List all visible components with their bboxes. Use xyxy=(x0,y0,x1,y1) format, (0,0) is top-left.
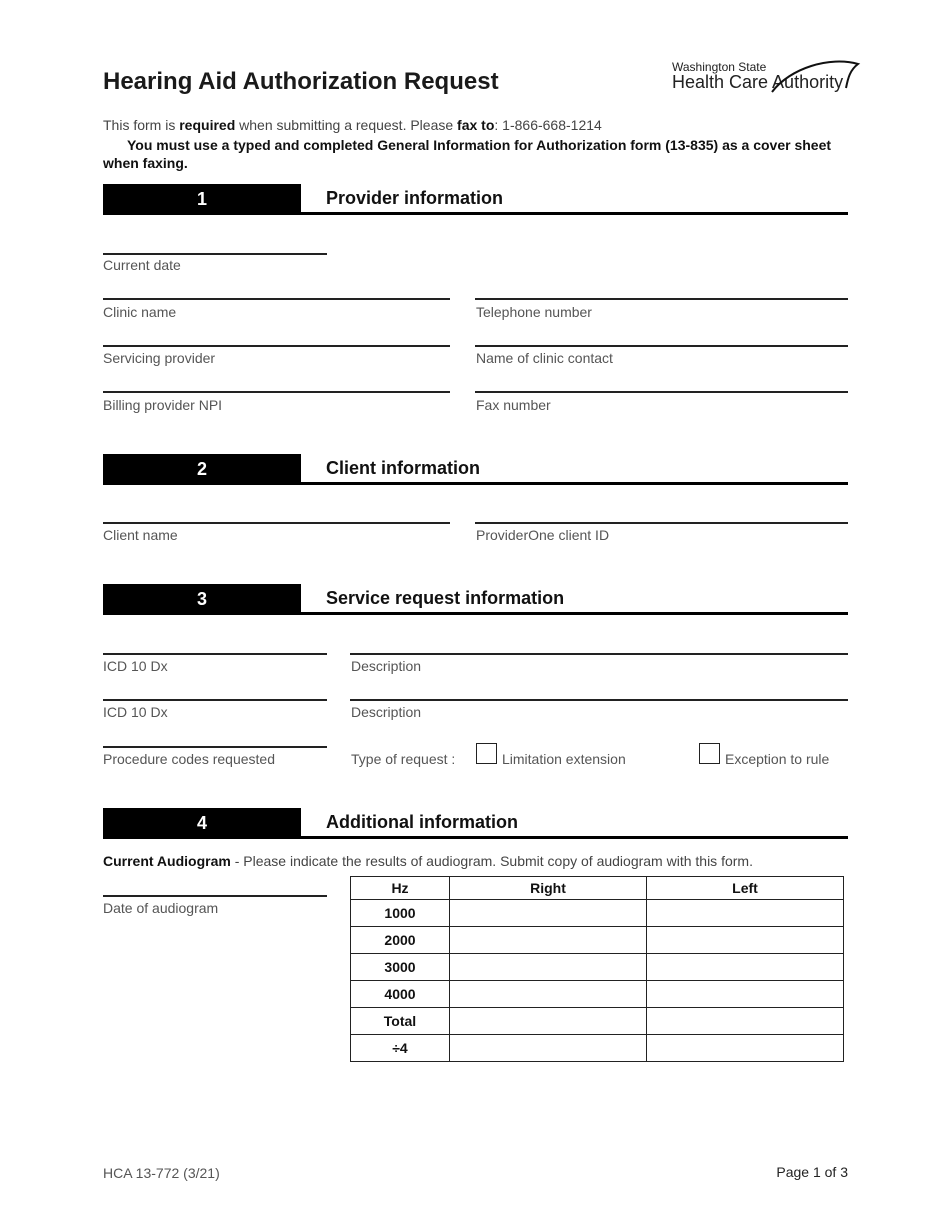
hz-header: Hz xyxy=(351,877,450,900)
date-of-audiogram-label: Date of audiogram xyxy=(103,900,219,916)
current-date-label: Current date xyxy=(103,257,181,273)
servicing-provider-label: Servicing provider xyxy=(103,350,216,366)
description-2-field[interactable] xyxy=(350,699,848,701)
page-number: Page 1 of 3 xyxy=(776,1164,848,1180)
limitation-extension-checkbox[interactable] xyxy=(476,743,497,764)
hz-cell: 1000 xyxy=(351,900,450,927)
date-of-audiogram-field[interactable] xyxy=(103,895,327,897)
left-cell[interactable] xyxy=(647,1035,844,1062)
cover-sheet-note: You must use a typed and completed General Information for Authorization form (13-835) as a cover sheet when faxing. xyxy=(103,137,832,171)
hz-cell: 3000 xyxy=(351,954,450,981)
icd-1-label: ICD 10 Dx xyxy=(103,658,168,674)
left-cell[interactable] xyxy=(647,981,844,1008)
form-id: HCA 13-772 (3/21) xyxy=(103,1165,220,1181)
left-cell[interactable] xyxy=(647,927,844,954)
exception-to-rule-label: Exception to rule xyxy=(725,751,830,767)
audiogram-instructions: Current Audiogram - Please indicate the results of audiogram. Submit copy of audiogram with this form. xyxy=(103,853,753,869)
table-row xyxy=(351,1035,844,1062)
left-header: Left xyxy=(647,877,844,900)
section-4-number: 4 xyxy=(103,808,301,838)
description-1-field[interactable] xyxy=(350,653,848,655)
left-cell[interactable] xyxy=(647,900,844,927)
clinic-contact-field[interactable] xyxy=(475,345,848,347)
icd-2-label: ICD 10 Dx xyxy=(103,704,168,720)
description-1-label: Description xyxy=(351,658,422,674)
page-title: Hearing Aid Authorization Request xyxy=(103,68,499,95)
table-row xyxy=(351,900,844,927)
right-cell[interactable] xyxy=(450,1035,647,1062)
hz-cell: ÷4 xyxy=(351,1035,450,1062)
intro-text: This form is required when submitting a request. Please fax to: 1-866-668-1214 xyxy=(103,117,602,133)
logo-line-2: Health Care Authority xyxy=(672,72,844,92)
section-4-title: Additional information xyxy=(326,812,518,832)
client-name-field[interactable] xyxy=(103,522,450,524)
servicing-provider-field[interactable] xyxy=(103,345,450,347)
logo-line-1: Washington State xyxy=(672,60,767,74)
client-name-label: Client name xyxy=(103,527,178,543)
section-1-title: Provider information xyxy=(326,188,504,208)
right-cell[interactable] xyxy=(450,900,647,927)
right-header: Right xyxy=(450,877,647,900)
table-row xyxy=(351,954,844,981)
section-2-title: Client information xyxy=(326,458,480,478)
section-4-rule xyxy=(103,836,848,839)
current-date-field[interactable] xyxy=(103,253,327,255)
section-1-number: 1 xyxy=(103,184,301,214)
exception-to-rule-checkbox[interactable] xyxy=(699,743,720,764)
audiogram-table xyxy=(350,876,844,1062)
procedure-codes-label: Procedure codes requested xyxy=(103,751,275,767)
billing-npi-label: Billing provider NPI xyxy=(103,397,223,413)
icd-2-field[interactable] xyxy=(103,699,327,701)
table-row xyxy=(351,927,844,954)
icd-1-field[interactable] xyxy=(103,653,327,655)
left-cell[interactable] xyxy=(647,954,844,981)
client-id-field[interactable] xyxy=(475,522,848,524)
type-of-request-label: Type of request : xyxy=(351,751,456,767)
procedure-codes-field[interactable] xyxy=(103,746,327,748)
clinic-contact-label: Name of clinic contact xyxy=(476,350,613,366)
hz-cell: Total xyxy=(351,1008,450,1035)
hz-cell: 4000 xyxy=(351,981,450,1008)
section-3-rule xyxy=(103,612,848,615)
section-3-title: Service request information xyxy=(326,588,565,608)
table-row xyxy=(351,981,844,1008)
fax-number-field[interactable] xyxy=(475,391,848,393)
section-3-number: 3 xyxy=(103,584,301,614)
telephone-number-label: Telephone number xyxy=(476,304,592,320)
clinic-name-label: Clinic name xyxy=(103,304,177,320)
hz-cell: 2000 xyxy=(351,927,450,954)
section-2-number: 2 xyxy=(103,454,301,484)
table-header-row xyxy=(351,877,844,900)
fax-number-label: Fax number xyxy=(476,397,551,413)
limitation-extension-label: Limitation extension xyxy=(502,751,626,767)
section-1-rule xyxy=(103,212,848,215)
billing-npi-field[interactable] xyxy=(103,391,450,393)
table-row xyxy=(351,1008,844,1035)
client-id-label: ProviderOne client ID xyxy=(476,527,610,543)
right-cell[interactable] xyxy=(450,1008,647,1035)
description-2-label: Description xyxy=(351,704,422,720)
telephone-number-field[interactable] xyxy=(475,298,848,300)
logo-swoosh-icon xyxy=(770,58,862,94)
right-cell[interactable] xyxy=(450,981,647,1008)
left-cell[interactable] xyxy=(647,1008,844,1035)
clinic-name-field[interactable] xyxy=(103,298,450,300)
right-cell[interactable] xyxy=(450,954,647,981)
right-cell[interactable] xyxy=(450,927,647,954)
section-2-rule xyxy=(103,482,848,485)
hca-logo xyxy=(672,58,862,98)
